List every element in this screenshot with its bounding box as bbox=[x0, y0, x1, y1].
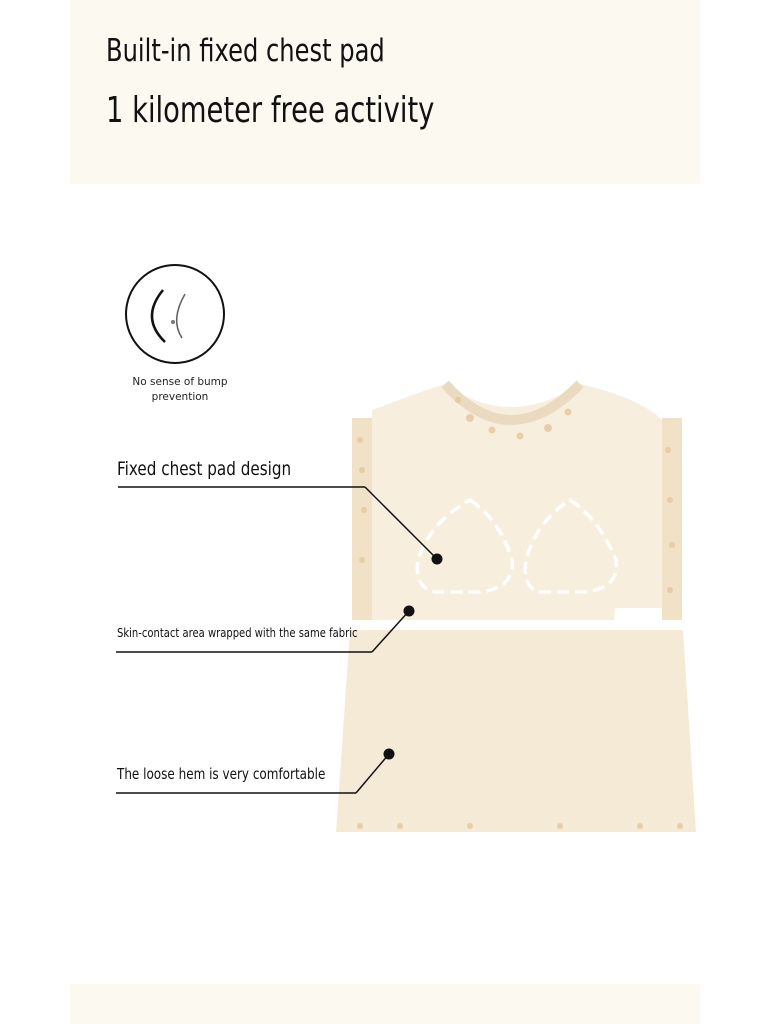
callout-hem: The loose hem is very comfortable bbox=[117, 765, 326, 783]
headline-activity: 1 kilometer free activity bbox=[106, 90, 435, 131]
magnifier-caption bbox=[120, 375, 240, 405]
caption-line-2: prevention bbox=[151, 391, 209, 403]
caption-line-1: No sense of bump bbox=[132, 376, 228, 388]
headline-chest-pad: Built-in fixed chest pad bbox=[106, 33, 385, 69]
detail-magnifier bbox=[126, 265, 224, 363]
callout-fabric: Skin-contact area wrapped with the same fabric bbox=[117, 625, 358, 640]
callout-chest-pad: Fixed chest pad design bbox=[117, 458, 292, 480]
footer-band bbox=[70, 984, 700, 1024]
tank-top-illustration bbox=[336, 384, 696, 832]
